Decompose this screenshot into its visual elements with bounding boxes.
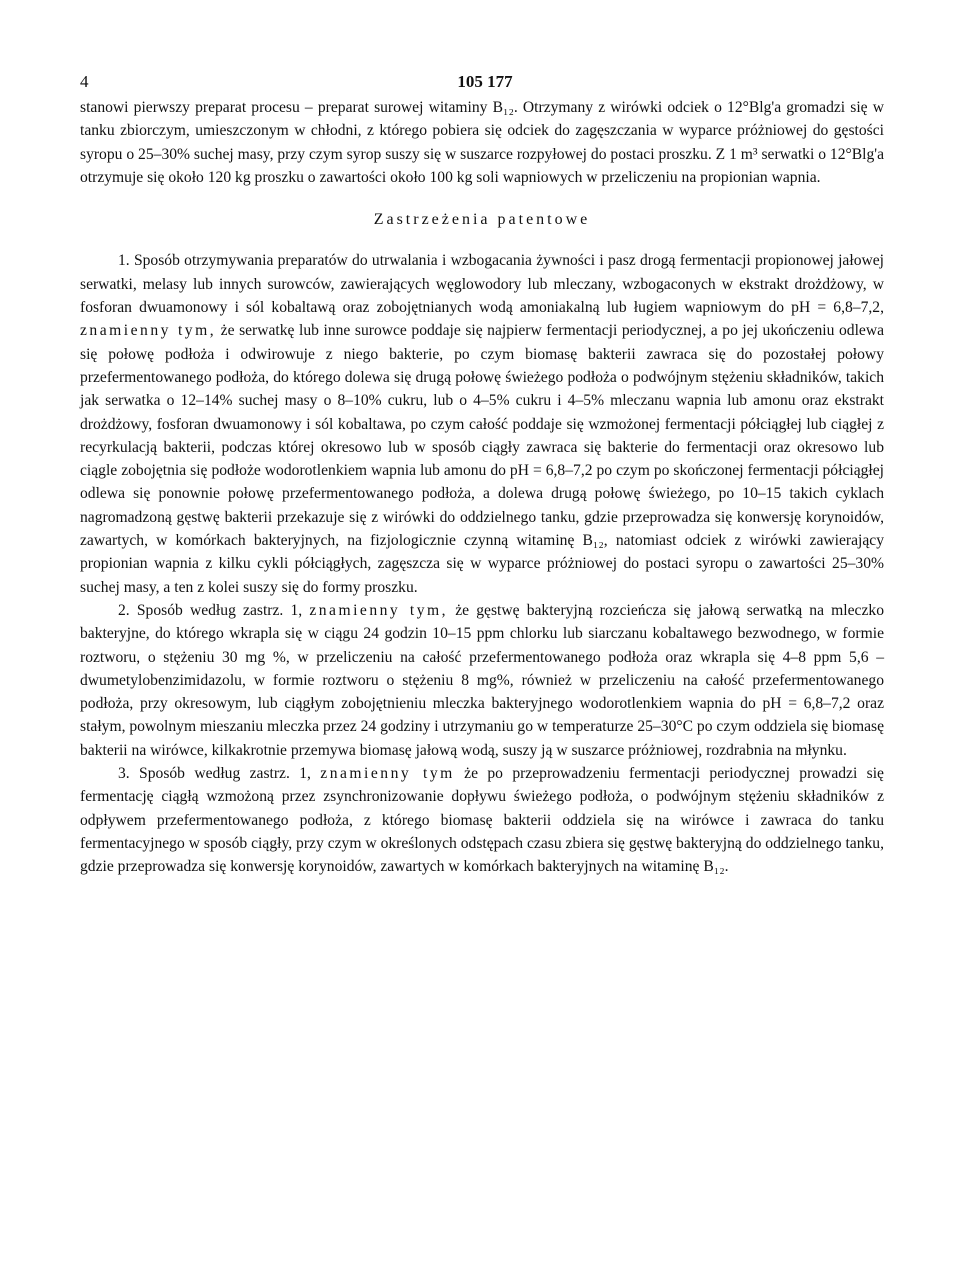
document-body [80,96,884,879]
section-heading: Zastrzeżenia patentowe [373,211,591,229]
intro-paragraph: stanowi pierwszy preparat procesu – preparat surowej witaminy B₁₂. Otrzymany z wirówki odciek o 12°Blg'a gromadzi się w tanku zbiorczym, umieszczonym w chłodni, z którego pobiera się odciek do zagęszczania w wyparce próżniowej do gęstości syropu o 25–30% suchej masy, przy czym syrop suszy się w suszarce rozpyłowej do postaci proszku. Z 1 m³ serwatki o 12°Blg'a otrzymuje się około 120 kg proszku o zawartości około 100 kg soli wapniowych w przeliczeniu na propionian wapnia. [80,99,884,186]
document-number: 105 177 [457,72,513,91]
claim-3-keyword: znamienny tym [320,765,455,783]
page-header [80,72,890,96]
page-number: 4 [80,72,89,91]
claim-3-text-end: że po przeprowadzeniu fermentacji periodycznej prowadzi się fermentację ciągłą wzmożoną przez zsynchronizowanie dopływu świeżego podłoża, o podwójnym stężeniu składników z odpływem przefermentowanego podłoża, z którego biomasę bakterii oddziela się na wirówce i zawraca do tanku fermentacyjnego w sposób ciągły, przy czym w określonych odstępach czasu zbiera się gęstwę bakteryjną do oddzielnego tanku, gdzie przeprowadza się konwersję korynoidów, zawartych w komórkach bakteryjnych na witaminę B₁₂. [80,765,884,876]
claim-2-text-start: 2. Sposób według zastrz. 1, [118,601,310,619]
claim-2-text-end: że gęstwę bakteryjną rozcieńcza się jałową serwatką na mleczko bakteryjne, do którego wkrapla się w ciągu 24 godzin 10–15 ppm chlorku lub siarczanu kobaltawego bezwodnego, w formie roztworu, o stężeniu 30 mg %, w przeliczeniu na całość przefermentowanego podłoża oraz wkrapla się 4–8 ppm 5,6 – dwumetylobenzimidazolu, w formie roztworu o stężeniu 8 mg%, również w przeliczeniu na całość przefermentowanego podłoża, przy okresowym, lub ciągłym zobojętnieniu mleczka bakteryjnego wodorotlenkiem wapnia do pH = 6,8–7,2 oraz stałym, powolnym mieszaniu mleczka przez 24 godziny i utrzymaniu go w temperaturze 25–30°C po czym oddziela się biomasę bakterii na wirówce, kilkakrotnie przemywa biomasę jałową wodą, suszy ją w suszarce próżniowej, rozdrabnia na młynku. [80,601,884,759]
claim-3 [80,762,884,878]
claim-1-text-start: 1. Sposób otrzymywania preparatów do utrwalania i wzbogacania żywności i pasz drogą fermentacji propionowej jałowej serwatki, melasy lub innych surowców, zawierających węglowodory lub mleczany, wzbogaconych w ekstrakt drożdżowy, w fosforan dwuamonowy i sól kobaltawą oraz zobojętnianych wodą amoniakalną lub ługiem wapniowym do pH = 6,8–7,2, [80,252,884,317]
claim-1-keyword: znamienny tym, [80,322,217,340]
claim-3-text-start: 3. Sposób według zastrz. 1, [118,765,321,783]
claim-2 [80,599,884,762]
claim-1-text-end: że serwatkę lub inne surowce poddaje się najpierw fermentacji periodycznej, a po jej ukończeniu odlewa się połowę podłoża i odwirowuje z niego bakterie, po czym biomasę bakterii zawraca się do pozostałej połowy przefermentowanego podłoża, do którego dolewa się drugą połowę świeżego podłoża o podwójnym stężeniu składników, takich jak serwatka o 12–14% suchej masy o 8–10% cukru, lub o 4–5% cukru i 4–5% mleczanu wapnia lub amonu oraz ekstrakt drożdżowy, fosforan dwuamonowy i sól kobaltawa, po czym całość poddaje się wzmożonej fermentacji półciągłej lub ciągłej z recyrkulacją bakterii, podczas której okresowo lub w sposób ciągły zawraca się bakterie do fermentacji oraz okresowo lub ciągle zobojętnia się podłoże wodorotlenkiem wapnia lub amonu do pH = 6,8–7,2 po czym po skończonej fermentacji półciągłej odlewa się ponownie połowę przefermentowanego podłoża, a dolewa drugą połowę świeżego, po 10–15 takich cyklach nagromadzoną gęstwę bakterii przekazuje się z wirówki do oddzielnego tanku, gdzie przeprowadza się konwersję korynoidów, zawartych, w komórkach bakteryjnych, na fizjologicznie czynną witaminę B₁₂, natomiast odciek z wirówki zawierający propionian wapnia z kilku cykli półciągłych, zagęszcza się w wyparce próżniowej do postaci syropu o zawartości 25–30% suchej masy, a ten z kolei suszy się do formy proszku. [80,322,885,596]
claim-1 [80,249,884,598]
claim-2-keyword: znamienny tym, [309,601,449,619]
